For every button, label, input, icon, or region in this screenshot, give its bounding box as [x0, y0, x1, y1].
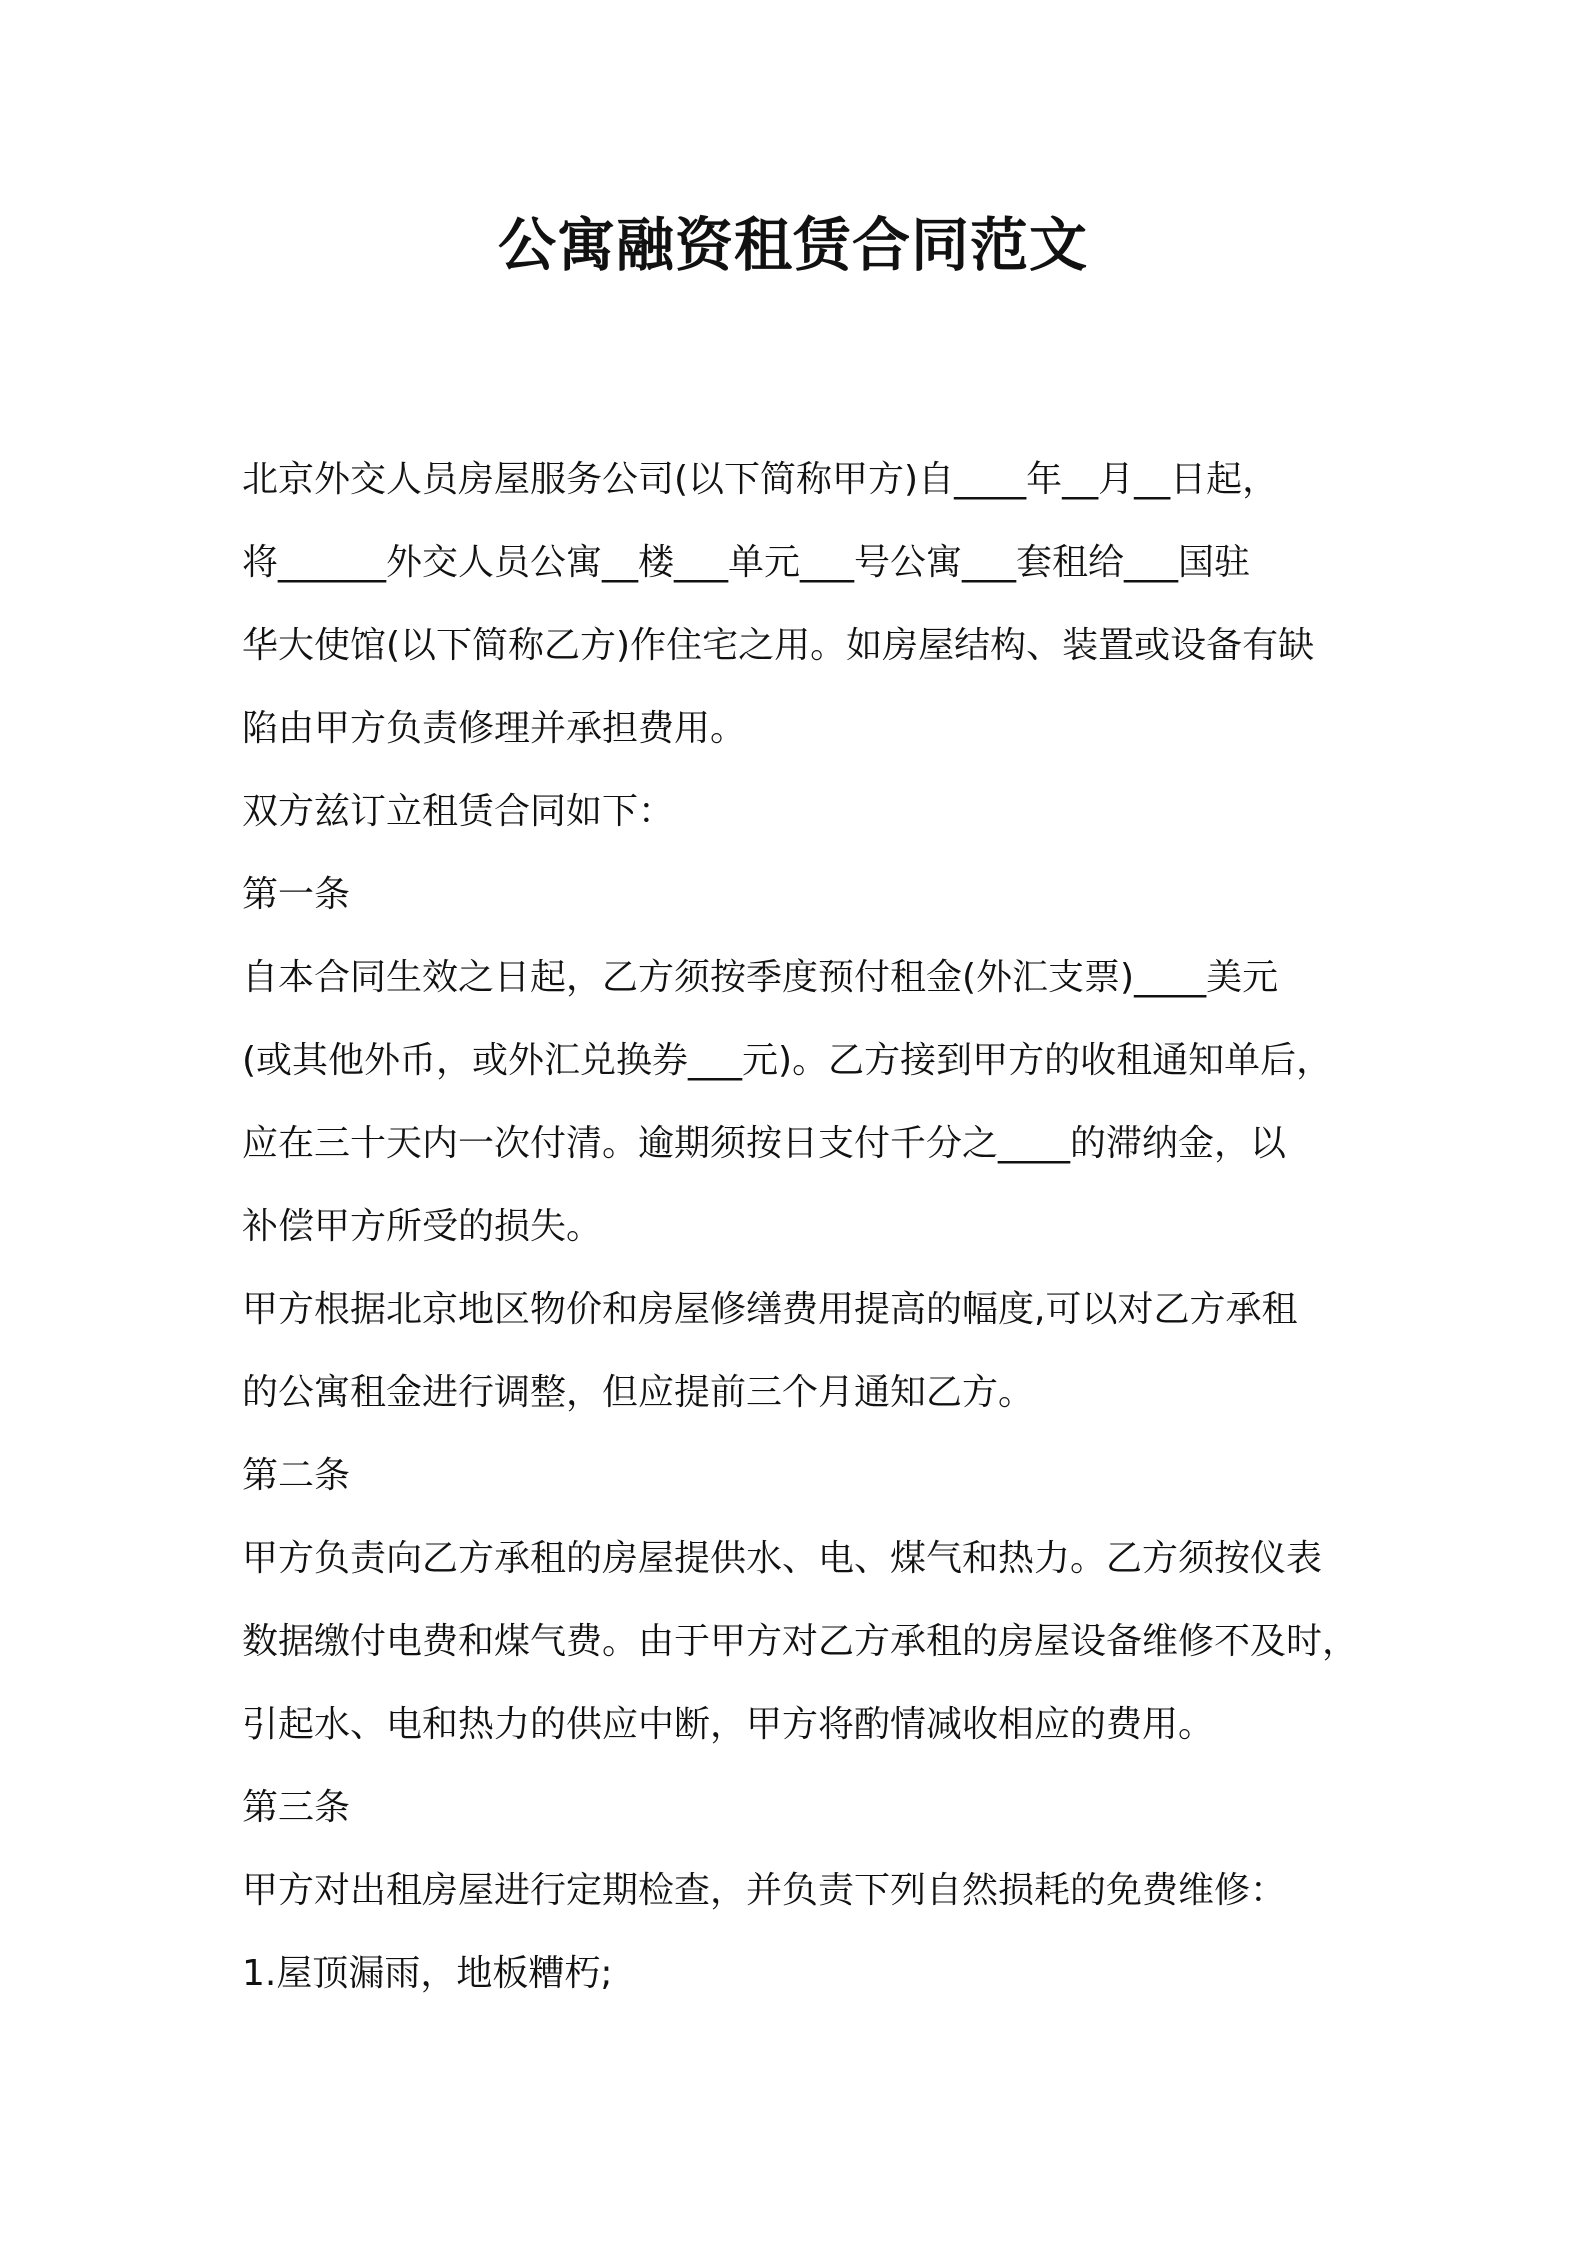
- text-line: 双方兹订立租赁合同如下：: [242, 791, 675, 832]
- article-heading-3: 第三条: [242, 1787, 351, 1828]
- text-line: 的公寓租金进行调整，但应提前三个月通知乙方。: [242, 1372, 1035, 1413]
- document-body: [242, 438, 1382, 2015]
- text-line: 华大使馆(以下简称乙方)作住宅之用。如房屋结构、装置或设备有缺: [242, 625, 1315, 666]
- text-line: 自本合同生效之日起，乙方须按季度预付租金(外汇支票)____美元: [242, 957, 1279, 998]
- text-line: 北京外交人员房屋服务公司(以下简称甲方)自____年__月__日起，: [242, 459, 1279, 500]
- article-heading-2: 第二条: [242, 1455, 351, 1496]
- text-line: 陷由甲方负责修理并承担费用。: [242, 708, 747, 749]
- text-line: (或其他外币，或外汇兑换券___元)。乙方接到甲方的收租通知单后，: [242, 1040, 1333, 1081]
- text-line: 应在三十天内一次付清。逾期须按日支付千分之____的滞纳金，以: [242, 1123, 1287, 1164]
- text-line: 补偿甲方所受的损失。: [242, 1206, 603, 1247]
- text-line: 甲方负责向乙方承租的房屋提供水、电、煤气和热力。乙方须按仪表: [242, 1538, 1323, 1579]
- document-title: 公寓融资租赁合同范文: [497, 211, 1088, 279]
- text-line: 数据缴付电费和煤气费。由于甲方对乙方承租的房屋设备维修不及时，: [242, 1621, 1359, 1662]
- text-line: 引起水、电和热力的供应中断，甲方将酌情减收相应的费用。: [242, 1704, 1215, 1745]
- article-heading-1: 第一条: [242, 874, 351, 915]
- text-line: 甲方对出租房屋进行定期检查，并负责下列自然损耗的免费维修：: [242, 1870, 1287, 1911]
- text-line: 将______外交人员公寓__楼___单元___号公寓___套租给___国驻: [242, 542, 1251, 583]
- text-line: 甲方根据北京地区物价和房屋修缮费用提高的幅度,可以对乙方承租: [242, 1289, 1298, 1330]
- text-line: 1.屋顶漏雨，地板糟朽;: [242, 1953, 613, 1994]
